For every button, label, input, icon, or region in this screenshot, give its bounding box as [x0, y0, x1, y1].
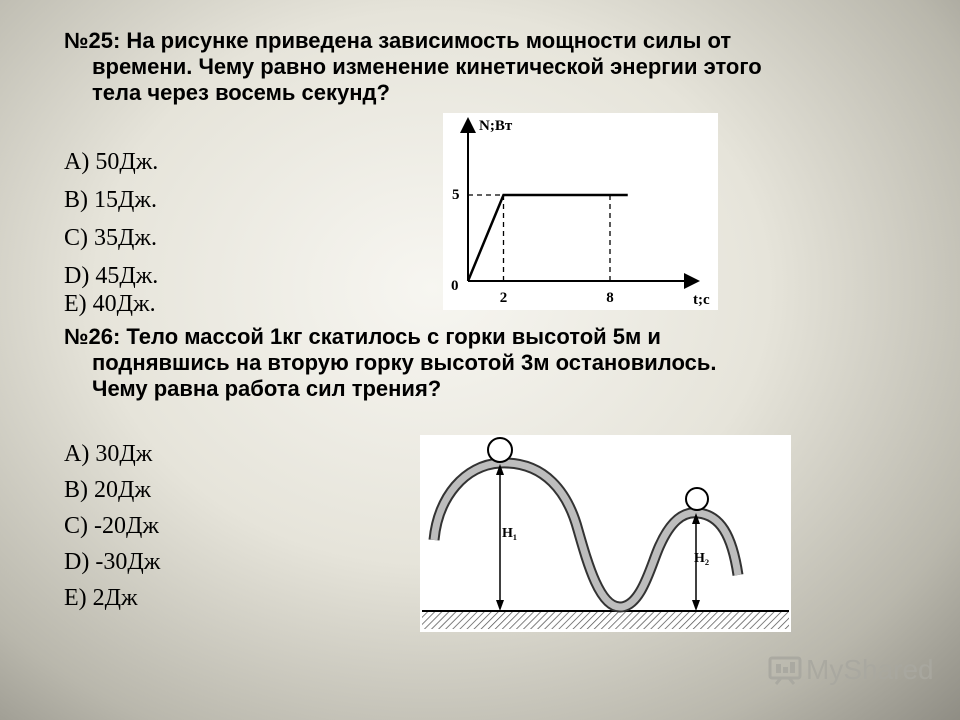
y-axis-label: N;Вт — [479, 118, 513, 134]
x-tick-2: 2 — [499, 290, 508, 306]
q26-option-e: E) 2Дж — [64, 585, 138, 611]
question-26-line-2: поднявшись на вторую горку высотой 3м остановилось. — [92, 350, 717, 375]
q26-option-b: B) 20Дж — [64, 477, 151, 503]
watermark-text: MyShared — [806, 654, 934, 685]
y-tick-5: 5 — [452, 187, 460, 203]
q25-option-b: B) 15Дж. — [64, 187, 157, 213]
h2-label: H₂ — [694, 551, 710, 566]
power-line — [468, 195, 628, 281]
power-time-graph — [443, 113, 718, 310]
power-time-graph-svg — [443, 113, 718, 310]
ball-top-hill-1 — [488, 438, 512, 462]
question-25-line-3: тела через восемь секунд? — [92, 80, 390, 105]
q26-option-d: D) -30Дж — [64, 549, 161, 575]
hill-track-inner — [434, 463, 738, 607]
question-25-text — [64, 28, 762, 106]
hills-svg — [420, 435, 791, 632]
x-axis-label: t;с — [693, 292, 710, 308]
q25-option-d: D) 45Дж. — [64, 263, 159, 289]
ball-top-hill-2 — [686, 488, 708, 510]
q25-option-e: E) 40Дж. — [64, 291, 156, 317]
question-25-line-1: №25: На рисунке приведена зависимость мощности силы от — [64, 28, 732, 53]
h2-arrow-head-bottom — [692, 600, 700, 611]
question-26-line-3: Чему равна работа сил трения? — [92, 376, 442, 401]
question-26-line-1: №26: Тело массой 1кг скатилось с горки высотой 5м и — [64, 324, 661, 349]
question-26-text — [64, 324, 716, 402]
presentation-board-icon — [768, 654, 802, 686]
h1-arrow-head-bottom — [496, 600, 504, 611]
watermark — [768, 654, 934, 686]
x-tick-8: 8 — [606, 290, 614, 306]
q26-option-c: C) -20Дж — [64, 513, 159, 539]
hill-track-outer — [434, 463, 738, 607]
h1-label: H₁ — [502, 526, 518, 541]
dashed-guides — [468, 195, 610, 281]
power-series — [468, 195, 628, 281]
origin-label: 0 — [451, 278, 459, 294]
q25-option-c: C) 35Дж. — [64, 225, 157, 251]
hills-illustration — [420, 435, 791, 632]
ground-hatch — [422, 612, 789, 629]
question-25-line-2: времени. Чему равно изменение кинетической энергии этого — [92, 54, 762, 79]
q26-option-a: A) 30Дж — [64, 441, 153, 467]
q25-option-a: A) 50Дж. — [64, 149, 159, 175]
